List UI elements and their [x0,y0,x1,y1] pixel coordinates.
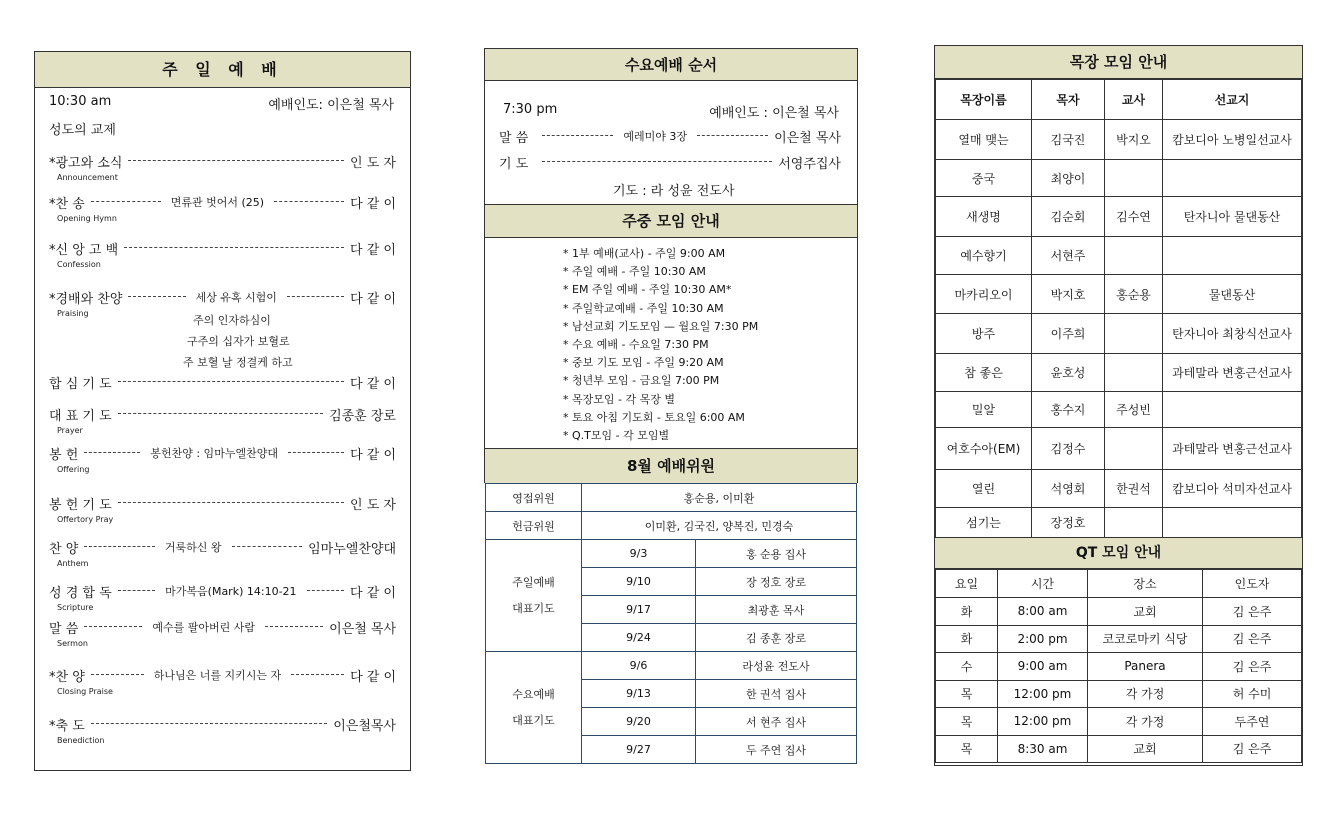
sunday-prayer-label [486,540,582,652]
mokjang-cell: 캄보디아 노병일선교사 [1163,120,1302,160]
qt-row [936,653,1302,681]
wed-prayer-label [486,652,582,764]
qt-cell: 각 가정 [1088,680,1203,708]
weekly-meeting-item: * 청년부 모임 - 금요일 7:00 PM [563,374,720,388]
mokjang-cell [1105,160,1163,197]
wednesday-sermon-label: 말 씀 [499,130,529,146]
wed-prayer-label-2: 대표기도 [512,713,555,727]
mokjang-cell: 탄자니아 최창식선교사 [1163,314,1302,354]
mokjang-cell: 여호수아(EM) [936,428,1032,470]
mokjang-row [936,508,1302,538]
sunday-order-row [49,288,396,306]
duty-name: 라성윤 전도사 [696,652,857,680]
mokjang-cell: 중국 [936,160,1032,197]
order-english-label: Closing Praise [57,687,113,696]
mokjang-cell: 주성빈 [1105,392,1163,428]
qt-cell: 9:00 am [998,653,1088,681]
mokjang-cell: 밀알 [936,392,1032,428]
sunday-prayer-label-1: 주일예배 [512,575,555,589]
qt-row [936,735,1302,763]
order-person: 다 같 이 [350,585,396,601]
mokjang-row [936,237,1302,275]
duty-name: 장 정호 장로 [696,568,857,596]
order-detail: 마가복음(Mark) 14:10-21 [161,583,300,599]
mokjang-row [936,354,1302,392]
order-person: 다 같 이 [350,447,397,463]
order-person: 이은철목사 [333,718,396,734]
mokjang-cell: 김순회 [1032,197,1105,237]
offering-value: 이미환, 김국진, 양복진, 민경숙 [582,512,857,540]
sunday-order-row [49,582,396,600]
mokjang-cell: 홍순용 [1105,275,1163,314]
order-detail: 봉헌찬양 : 임마누엘찬양대 [146,445,282,461]
wednesday-panel [484,48,858,483]
mokjang-cell: 박지오 [1105,120,1163,160]
mokjang-cell: 캄보디아 석미자선교사 [1163,470,1302,508]
mokjang-table [935,79,1302,538]
duty-name: 서 현주 집사 [696,708,857,736]
mokjang-cell: 섬기는 [936,508,1032,538]
order-english-label: Prayer [57,426,83,435]
mokjang-cell [1163,160,1302,197]
order-english-label: Sermon [57,639,88,648]
wednesday-prayer-row [499,153,841,171]
mokjang-cell [1105,508,1163,538]
duty-name: 김 종훈 장로 [696,624,857,652]
order-detail: 예수를 팔아버린 사람 [148,619,259,635]
wednesday-closing-prayer: 기도 : 라 성윤 전도사 [613,184,735,199]
qt-cell: 교회 [1088,598,1203,626]
mokjang-cell: 최양이 [1032,160,1105,197]
sunday-time: 10:30 am [49,94,112,109]
order-person: 다 같 이 [350,242,396,258]
mokjang-cell [1163,508,1302,538]
mokjang-cell: 마카리오이 [936,275,1032,314]
order-label: *경배와 찬양 [49,291,123,307]
greeters-value: 홍순용, 이미환 [582,484,857,512]
duty-date: 9/17 [582,596,696,624]
mokjang-cell [1163,237,1302,275]
order-english-label: Anthem [57,559,89,568]
qt-row [936,708,1302,736]
sunday-prayer-label-2: 대표기도 [512,601,555,615]
mokjang-row [936,197,1302,237]
mokjang-cell: 한권석 [1105,470,1163,508]
order-person: 다 같 이 [350,291,397,307]
qt-table [935,569,1302,763]
weekly-title: 주중 모임 안내 [485,204,857,238]
mokjang-cell: 홍수지 [1032,392,1105,428]
mokjang-cell [1105,354,1163,392]
sunday-order-row [49,405,396,423]
weekly-meeting-item: * 주일학교예배 - 주일 10:30 AM [563,301,724,315]
sunday-order-row [49,444,396,462]
mokjang-cell: 석영회 [1032,470,1105,508]
sunday-order-row [49,538,396,556]
mokjang-cell: 과테말라 변홍근선교사 [1163,428,1302,470]
order-label: *신 앙 고 백 [49,242,119,258]
order-english-label: Offering [57,465,90,474]
mokjang-cell: 김정수 [1032,428,1105,470]
wednesday-leader: 예배인도 : 이은철 목사 [709,106,839,121]
qt-cell: 12:00 pm [998,680,1088,708]
qt-cell: 허 수미 [1203,680,1302,708]
duty-date: 9/10 [582,568,696,596]
qt-cell: 8:00 am [998,598,1088,626]
praise-line-3: 주 보혈 날 정결케 하고 [183,356,293,369]
mokjang-panel [934,45,1303,766]
mokjang-cell: 열린 [936,470,1032,508]
qt-row [936,680,1302,708]
qt-cell: 목 [936,735,998,763]
order-detail: 세상 유혹 시험이 [192,289,281,305]
offering-label: 헌금위원 [486,512,582,540]
duty-title: 8월 예배위원 [485,448,857,483]
mokjang-cell: 탄자니아 물댄동산 [1163,197,1302,237]
order-label: 말 씀 [49,621,79,637]
qt-row [936,598,1302,626]
order-label: 봉 헌 기 도 [49,497,112,513]
wednesday-title: 수요예배 순서 [485,49,857,81]
mokjang-header: 선교지 [1163,80,1302,120]
mokjang-cell: 김국진 [1032,120,1105,160]
mokjang-cell: 과테말라 변홍근선교사 [1163,354,1302,392]
mokjang-header: 교사 [1105,80,1163,120]
mokjang-cell: 물댄동산 [1163,275,1302,314]
wednesday-sermon-preacher: 이은철 목사 [774,130,841,146]
qt-cell: 목 [936,680,998,708]
mokjang-cell: 참 좋은 [936,354,1032,392]
order-detail: 하나님은 너를 지키시는 자 [150,667,285,683]
order-label: 대 표 기 도 [49,408,112,424]
sunday-worship-panel [34,51,411,771]
qt-cell: 화 [936,598,998,626]
order-english-label: Offertory Pray [57,515,114,524]
wednesday-prayer-person: 서영주집사 [778,156,841,172]
wednesday-sermon-text: 예레미야 3장 [619,128,691,144]
mokjang-cell: 예수향기 [936,237,1032,275]
qt-cell: 김 은주 [1203,735,1302,763]
wednesday-prayer-label: 기 도 [499,156,529,172]
mokjang-row [936,392,1302,428]
qt-cell: 교회 [1088,735,1203,763]
order-label: *찬 양 [49,669,85,685]
order-english-label: Benediction [57,736,105,745]
mokjang-row [936,428,1302,470]
qt-row [936,625,1302,653]
wed-prayer-label-1: 수요예배 [512,687,555,701]
weekly-meeting-item: * EM 주일 예배 - 주일 10:30 AM* [563,283,732,297]
order-label: *축 도 [49,718,85,734]
qt-header: 시간 [998,570,1088,598]
mokjang-title: 목장 모임 안내 [935,46,1302,79]
mokjang-cell [1163,392,1302,428]
sunday-order-row [49,494,396,512]
duty-date: 9/20 [582,708,696,736]
order-english-label: Opening Hymn [57,214,117,223]
qt-cell: 2:00 pm [998,625,1088,653]
qt-cell: 김 은주 [1203,625,1302,653]
mokjang-cell: 새생명 [936,197,1032,237]
qt-header: 장소 [1088,570,1203,598]
order-detail: 거룩하신 왕 [161,539,226,555]
order-person: 이은철 목사 [329,621,397,637]
mokjang-cell: 김수연 [1105,197,1163,237]
sunday-order-row [49,373,396,391]
qt-cell: Panera [1088,653,1203,681]
weekly-meeting-item: * 수요 예배 - 수요일 7:30 PM [563,338,709,351]
qt-cell: 12:00 pm [998,708,1088,736]
order-english-label: Praising [57,309,89,318]
order-label: 찬 양 [49,541,79,557]
mokjang-cell: 방주 [936,314,1032,354]
qt-cell: 각 가정 [1088,708,1203,736]
duty-name: 한 권석 집사 [696,680,857,708]
sunday-order-row [49,193,396,211]
order-detail: 면류관 벗어서 (25) [167,194,268,210]
duty-date: 9/13 [582,680,696,708]
sunday-title: 주 일 예 배 [35,52,410,88]
sunday-order-row [49,618,396,636]
qt-cell: 김 은주 [1203,598,1302,626]
sunday-order-row [49,239,396,257]
duty-name: 홍 순용 집사 [696,540,857,568]
qt-header: 요일 [936,570,998,598]
weekly-meeting-item: * 1부 예배(교사) - 주일 9:00 AM [563,247,726,260]
order-person: 다 같 이 [350,376,396,392]
mokjang-cell: 이주희 [1032,314,1105,354]
order-label: 봉 헌 [49,447,79,463]
order-person: 인 도 자 [350,155,396,171]
order-english-label: Scripture [57,603,94,612]
duty-date: 9/27 [582,736,696,764]
fellowship: 성도의 교제 [49,123,116,138]
mokjang-row [936,314,1302,354]
qt-header: 인도자 [1203,570,1302,598]
qt-cell: 목 [936,708,998,736]
sunday-order-row [49,666,396,684]
qt-cell: 8:30 am [998,735,1088,763]
greeters-label: 영접위원 [486,484,582,512]
duty-table [485,483,857,764]
weekly-meeting-item: * Q.T모임 - 각 모임별 [563,429,670,442]
duty-name: 최광훈 목사 [696,596,857,624]
mokjang-cell [1105,314,1163,354]
sunday-order-row [49,715,396,733]
duty-name: 두 주연 집사 [696,736,857,764]
mokjang-row [936,470,1302,508]
mokjang-cell [1105,428,1163,470]
qt-cell: 두주연 [1203,708,1302,736]
wednesday-sermon-row [499,127,841,145]
order-person: 김종훈 장로 [329,408,396,424]
weekly-meeting-item: * 주일 예배 - 주일 10:30 AM [563,265,706,279]
order-person: 다 같 이 [350,196,397,212]
sunday-leader: 예배인도: 이은철 목사 [268,98,394,113]
praise-line-2: 구주의 십자가 보혈로 [187,335,290,348]
mokjang-row [936,120,1302,160]
mokjang-header: 목자 [1032,80,1105,120]
mokjang-cell: 박지호 [1032,275,1105,314]
mokjang-cell: 서현주 [1032,237,1105,275]
order-label: *광고와 소식 [49,155,123,171]
order-english-label: Confession [57,260,101,269]
wednesday-time: 7:30 pm [503,102,558,117]
mokjang-row [936,160,1302,197]
order-person: 임마누엘찬양대 [308,541,397,557]
order-label: 성 경 합 독 [49,585,112,601]
qt-cell: 수 [936,653,998,681]
praise-line-1: 주의 인자하심이 [193,314,271,327]
qt-title: QT 모임 안내 [935,538,1302,569]
order-english-label: Announcement [57,173,118,182]
duty-date: 9/6 [582,652,696,680]
mokjang-row [936,275,1302,314]
order-person: 인 도 자 [350,497,396,513]
weekly-meeting-item: * 중보 기도 모임 - 주일 9:20 AM [563,356,724,370]
order-label: 합 심 기 도 [49,376,112,392]
duty-date: 9/24 [582,624,696,652]
mokjang-cell: 열매 맺는 [936,120,1032,160]
duty-date: 9/3 [582,540,696,568]
qt-cell: 코코로마키 식당 [1088,625,1203,653]
sunday-order-row [49,152,396,170]
weekly-meeting-item: * 토요 아침 기도회 - 토요일 6:00 AM [563,410,745,424]
mokjang-cell: 장정호 [1032,508,1105,538]
qt-cell: 김 은주 [1203,653,1302,681]
weekly-meeting-item: * 남선교회 기도모임 — 월요일 7:30 PM [563,319,759,333]
mokjang-cell: 윤호성 [1032,354,1105,392]
order-person: 다 같 이 [350,669,397,685]
qt-cell: 화 [936,625,998,653]
order-label: *찬 송 [49,196,85,212]
weekly-meeting-item: * 목장모임 - 각 목장 별 [563,392,675,406]
mokjang-header: 목장이름 [936,80,1032,120]
mokjang-cell [1105,237,1163,275]
